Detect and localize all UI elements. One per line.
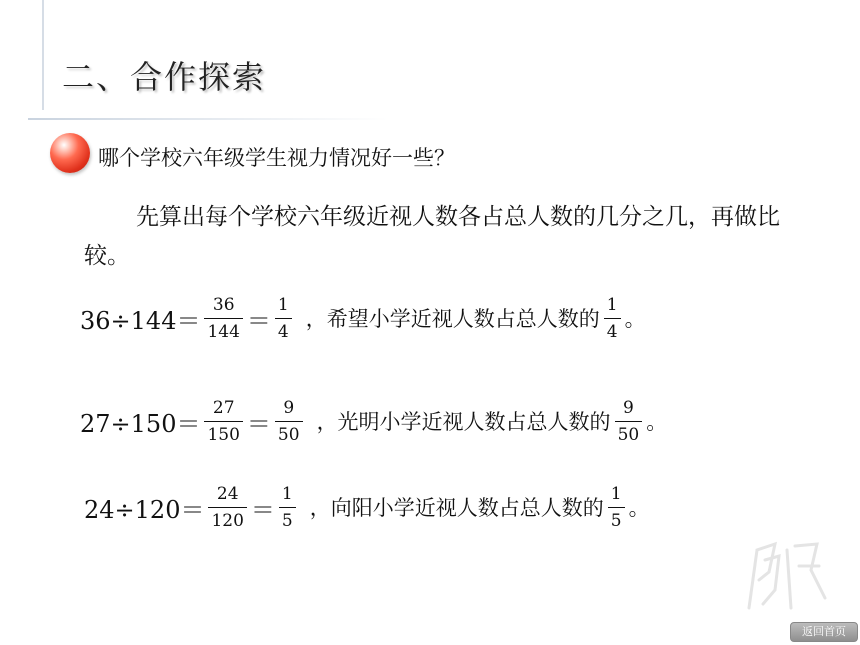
fraction-numerator: 9 bbox=[283, 397, 295, 418]
fraction-denominator: 50 bbox=[617, 424, 640, 445]
equation-row-3 bbox=[84, 472, 650, 542]
fraction-numerator: 1 bbox=[281, 483, 293, 504]
equation-row-1 bbox=[80, 283, 646, 353]
page-title: 二、合作探索 bbox=[62, 58, 267, 96]
back-to-home-button[interactable]: 返回首页 bbox=[790, 622, 858, 642]
conclusion-text: ，光明小学近视人数占总人数的 bbox=[316, 410, 611, 434]
fraction-result bbox=[615, 397, 643, 446]
fraction-denominator: 5 bbox=[610, 510, 622, 531]
conclusion-text: ，向阳小学近视人数占总人数的 bbox=[309, 496, 604, 520]
fraction-numerator: 1 bbox=[277, 294, 289, 315]
fraction-numerator: 36 bbox=[212, 294, 235, 315]
equals-sign: ＝ bbox=[246, 409, 271, 438]
fraction-result bbox=[608, 483, 625, 532]
equation-row-2 bbox=[80, 386, 667, 456]
period-mark: 。 bbox=[628, 496, 650, 520]
equals-sign: ＝ bbox=[246, 306, 271, 335]
fraction-raw bbox=[204, 294, 242, 343]
fraction-numerator: 9 bbox=[622, 397, 634, 418]
instruction-paragraph bbox=[84, 198, 814, 276]
division-expression: 24÷120＝ bbox=[84, 495, 205, 524]
fraction-denominator: 4 bbox=[277, 321, 289, 342]
fraction-denominator: 150 bbox=[207, 424, 240, 445]
conclusion-text: ，希望小学近视人数占总人数的 bbox=[305, 307, 600, 331]
fraction-simplified bbox=[275, 294, 292, 343]
fraction-simplified bbox=[279, 483, 296, 532]
fraction-numerator: 1 bbox=[610, 483, 622, 504]
fraction-raw bbox=[208, 483, 246, 532]
question-text: 哪个学校六年级学生视力情况好一些？ bbox=[98, 146, 455, 170]
fraction-numerator: 24 bbox=[216, 483, 239, 504]
title-horizontal-rule bbox=[28, 118, 388, 120]
period-mark: 。 bbox=[624, 307, 646, 331]
division-expression: 27÷150＝ bbox=[80, 409, 201, 438]
title-vertical-rule bbox=[42, 0, 44, 110]
fraction-denominator: 120 bbox=[211, 510, 244, 531]
fraction-denominator: 5 bbox=[281, 510, 293, 531]
period-mark: 。 bbox=[646, 410, 668, 434]
fraction-simplified bbox=[275, 397, 303, 446]
fraction-denominator: 4 bbox=[606, 321, 618, 342]
fraction-raw bbox=[204, 397, 242, 446]
decorative-watermark bbox=[735, 520, 835, 620]
fraction-denominator: 144 bbox=[207, 321, 240, 342]
fraction-numerator: 1 bbox=[606, 294, 618, 315]
red-ball-bullet-icon bbox=[50, 133, 90, 173]
instruction-text: 先算出每个学校六年级近视人数各占总人数的几分之几，再做比较。 bbox=[84, 204, 780, 269]
fraction-denominator: 50 bbox=[277, 424, 300, 445]
fraction-result bbox=[604, 294, 621, 343]
division-expression: 36÷144＝ bbox=[80, 306, 201, 335]
fraction-numerator: 27 bbox=[212, 397, 235, 418]
equals-sign: ＝ bbox=[250, 495, 275, 524]
